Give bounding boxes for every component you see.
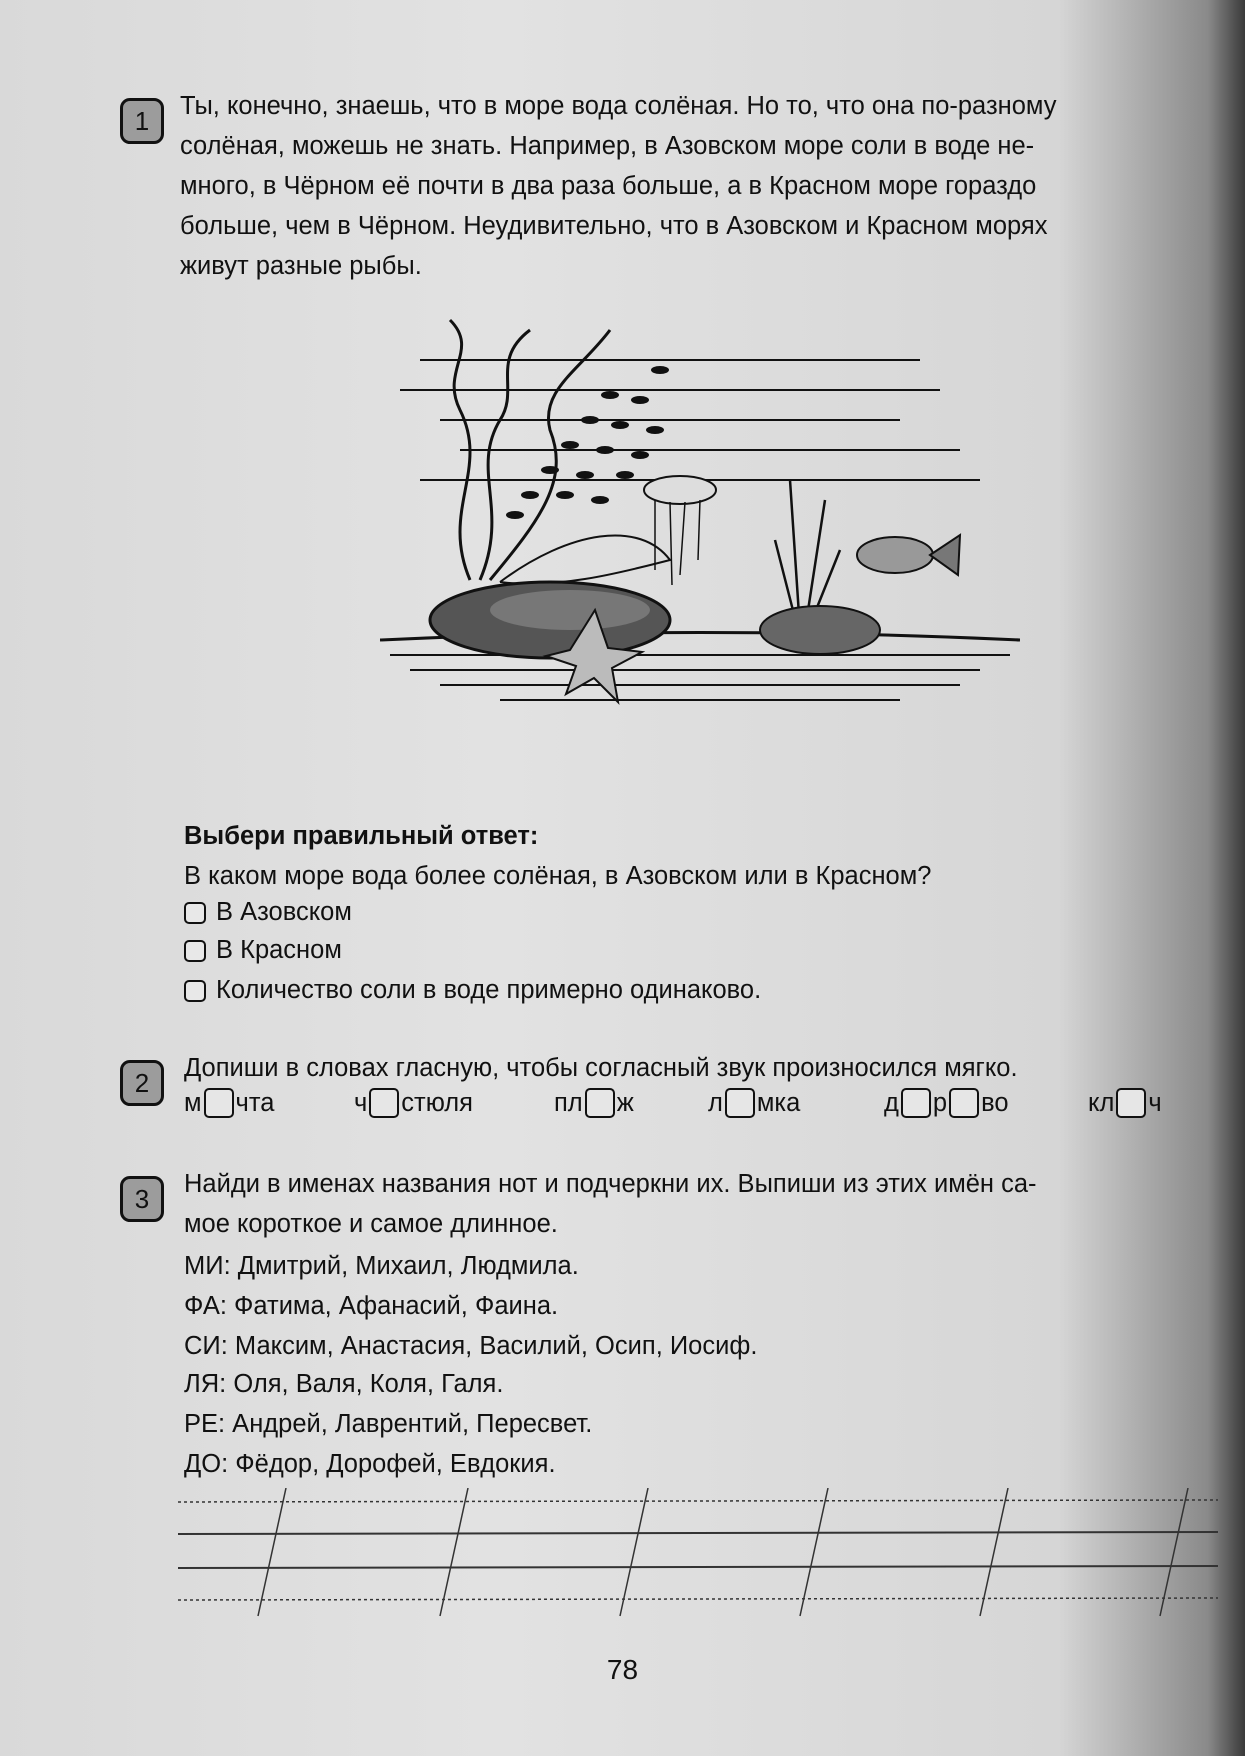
- word-part: ж: [616, 1088, 634, 1117]
- word-5: [884, 1088, 1009, 1118]
- word-part: кл: [1088, 1088, 1115, 1117]
- word-6: [1088, 1088, 1162, 1118]
- task-1-line-5: живут разные рыбы.: [180, 252, 422, 280]
- note-row-re: РЕ: Андрей, Лаврентий, Пересвет.: [184, 1410, 593, 1438]
- letter-gap[interactable]: [901, 1088, 931, 1118]
- word-2: [354, 1088, 473, 1118]
- word-part: стюля: [401, 1088, 473, 1117]
- task-1-question: В каком море вода более солёная, в Азовском или в Красном?: [184, 862, 932, 890]
- option-azov[interactable]: [184, 898, 352, 927]
- word-3: [554, 1088, 634, 1118]
- writing-lines[interactable]: [178, 1488, 1218, 1618]
- checkbox[interactable]: [184, 940, 206, 962]
- word-part: л: [708, 1088, 723, 1117]
- letter-gap[interactable]: [369, 1088, 399, 1118]
- word-part: ч: [354, 1088, 368, 1117]
- checkbox[interactable]: [184, 902, 206, 924]
- task-3-instruction-1: Найди в именах названия нот и подчеркни их. Выпиши из этих имён са-: [184, 1170, 1037, 1198]
- underwater-scene-icon: [380, 310, 1020, 750]
- note-row-mi: МИ: Дмитрий, Михаил, Людмила.: [184, 1252, 579, 1280]
- task-3-instruction-2: мое короткое и самое длинное.: [184, 1210, 558, 1238]
- note-row-la: ЛЯ: Оля, Валя, Коля, Галя.: [184, 1370, 504, 1398]
- task-2-instruction: Допиши в словах гласную, чтобы согласный звук произносился мягко.: [184, 1054, 1018, 1082]
- checkbox[interactable]: [184, 980, 206, 1002]
- word-1: [184, 1088, 274, 1118]
- option-label: В Красном: [216, 936, 342, 964]
- task-1-badge: 1: [120, 98, 164, 144]
- task-1-line-2: солёная, можешь не знать. Например, в Азовском море соли в воде не-: [180, 132, 1035, 160]
- word-part: ч: [1148, 1088, 1162, 1117]
- task-3-badge: 3: [120, 1176, 164, 1222]
- note-row-fa: ФА: Фатима, Афанасий, Фаина.: [184, 1292, 559, 1320]
- word-part: чта: [235, 1088, 275, 1117]
- letter-gap[interactable]: [585, 1088, 615, 1118]
- word-part: м: [184, 1088, 202, 1117]
- task-1-line-4: больше, чем в Чёрном. Неудивительно, что в Азовском и Красном морях: [180, 212, 1048, 240]
- page-number: 78: [606, 1654, 639, 1685]
- word-part: мка: [756, 1088, 801, 1117]
- task-1-prompt: Выбери правильный ответ:: [184, 822, 539, 850]
- option-red[interactable]: [184, 936, 342, 965]
- letter-gap[interactable]: [725, 1088, 755, 1118]
- task-2-badge: 2: [120, 1060, 164, 1106]
- letter-gap[interactable]: [204, 1088, 234, 1118]
- task-2-words: [184, 1088, 1174, 1128]
- word-4: [708, 1088, 800, 1118]
- letter-gap[interactable]: [1116, 1088, 1146, 1118]
- letter-gap[interactable]: [949, 1088, 979, 1118]
- task-1-line-3: много, в Чёрном её почти в два раза больше, а в Красном море гораздо: [180, 172, 1037, 200]
- word-part: р: [932, 1088, 948, 1117]
- option-label: Количество соли в воде примерно одинаково.: [216, 976, 762, 1004]
- word-part: д: [884, 1088, 899, 1117]
- option-label: В Азовском: [216, 898, 352, 926]
- note-row-do: ДО: Фёдор, Дорофей, Евдокия.: [184, 1450, 556, 1478]
- word-part: во: [981, 1088, 1009, 1117]
- note-row-si: СИ: Максим, Анастасия, Василий, Осип, Иосиф.: [184, 1332, 758, 1360]
- option-equal[interactable]: [184, 976, 761, 1005]
- word-part: пл: [554, 1088, 583, 1117]
- task-1-line-1: Ты, конечно, знаешь, что в море вода солёная. Но то, что она по-разному: [180, 92, 1057, 120]
